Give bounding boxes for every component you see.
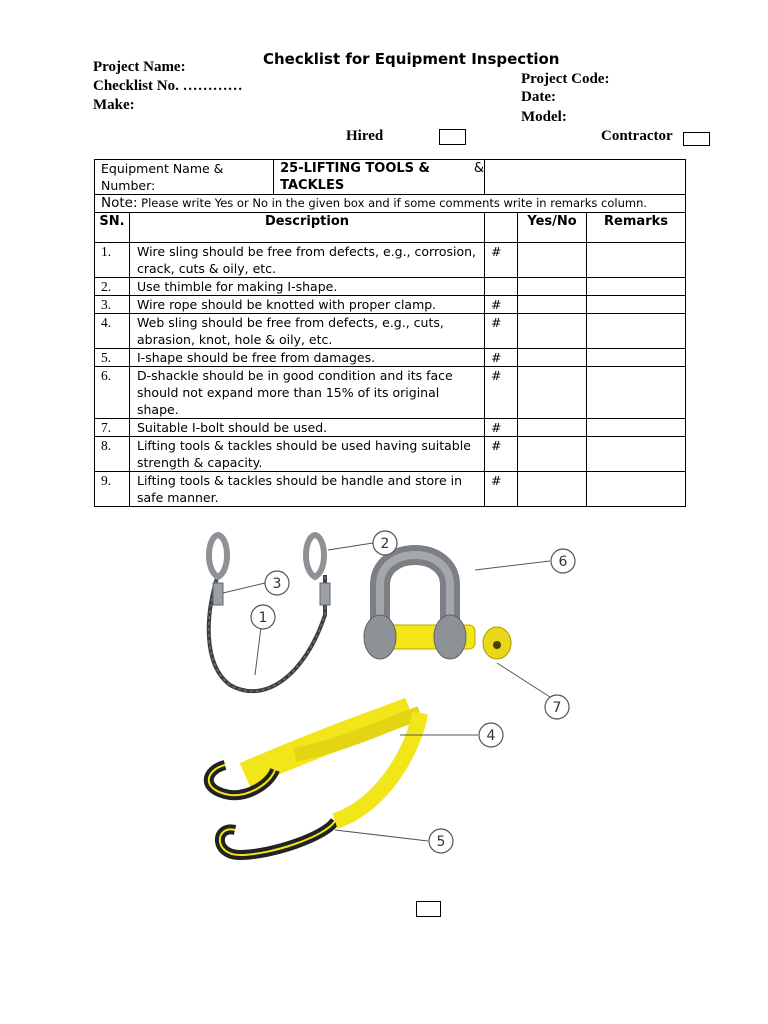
row-yes-no-input[interactable] [518,314,587,349]
hired-checkbox[interactable] [439,129,466,145]
row-sn: 8. [95,437,130,472]
row-remarks-input[interactable] [587,419,686,437]
table-row [95,472,686,507]
row-description: I-shape should be free from damages. [130,349,485,367]
row-yes-no-input[interactable] [518,437,587,472]
row-mark: # [485,349,518,367]
table-row [95,437,686,472]
table-row [95,367,686,419]
model-label: Model: [521,109,567,125]
contractor-label: Contractor [601,128,673,144]
table-row [95,349,686,367]
hired-label: Hired [346,128,384,144]
row-remarks-input[interactable] [587,349,686,367]
row-sn: 4. [95,314,130,349]
table-row [95,314,686,349]
column-header-description: Description [130,213,485,243]
row-description: Suitable I-bolt should be used. [130,419,485,437]
table-row [95,296,686,314]
page-title: Checklist for Equipment Inspection [263,50,560,68]
row-mark [485,278,518,296]
column-header-remarks: Remarks [587,213,686,243]
row-yes-no-input[interactable] [518,296,587,314]
web-sling [209,710,420,855]
callout-number: 1 [258,610,268,626]
row-description: Wire rope should be knotted with proper clamp. [130,296,485,314]
equipment-row [95,160,686,195]
row-mark: # [485,243,518,278]
row-mark: # [485,296,518,314]
equipment-cell-blank [485,160,686,195]
callout-number: 2 [380,536,390,552]
row-remarks-input[interactable] [587,278,686,296]
row-yes-no-input[interactable] [518,243,587,278]
row-sn: 2. [95,278,130,296]
row-yes-no-input[interactable] [518,367,587,419]
row-remarks-input[interactable] [587,472,686,507]
row-remarks-input[interactable] [587,437,686,472]
row-description: Web sling should be free from defects, e.g., cuts, abrasion, knot, hole & oily, etc. [130,314,485,349]
callout-number: 5 [436,834,446,850]
column-header-sn: SN. [95,213,130,243]
note-row [95,195,686,213]
footer-checkbox[interactable] [416,901,441,917]
column-header-mark [485,213,518,243]
date-label: Date: [521,89,556,105]
row-mark: # [485,367,518,419]
project-name-label: Project Name: [93,59,186,75]
row-description: Lifting tools & tackles should be used having suitable strength & capacity. [130,437,485,472]
row-sn: 3. [95,296,130,314]
make-label: Make: [93,97,135,113]
row-sn: 7. [95,419,130,437]
equipment-value: 25-LIFTING TOOLS & TACKLES [280,161,430,193]
row-sn: 1. [95,243,130,278]
row-sn: 5. [95,349,130,367]
row-description: D-shackle should be in good condition and its face should not expand more than 15% of its original shape. [130,367,485,419]
row-sn: 6. [95,367,130,419]
row-remarks-input[interactable] [587,314,686,349]
table-row [95,419,686,437]
row-yes-no-input[interactable] [518,472,587,507]
note-text: Please write Yes or No in the given box and if some comments write in remarks column. [137,196,648,210]
column-header-yes-no: Yes/No [518,213,587,243]
row-mark: # [485,437,518,472]
row-yes-no-input[interactable] [518,349,587,367]
note-label: Note: [101,195,138,211]
equipment-suffix: & [473,161,485,176]
row-yes-no-input[interactable] [518,419,587,437]
contractor-checkbox[interactable] [683,132,710,146]
row-mark: # [485,472,518,507]
row-remarks-input[interactable] [587,296,686,314]
row-sn: 9. [95,472,130,507]
callout-number: 3 [272,576,282,592]
d-shackle [364,555,511,659]
row-mark: # [485,314,518,349]
note-cell [95,195,686,213]
row-description: Wire sling should be free from defects, e.g., corrosion, crack, cuts & oily, etc. [130,243,485,278]
row-yes-no-input[interactable] [518,278,587,296]
row-description: Lifting tools & tackles should be handle and store in safe manner. [130,472,485,507]
equipment-cell [95,160,485,195]
table-row [95,243,686,278]
project-code-label: Project Code: [521,71,610,87]
row-description: Use thimble for making I-shape. [130,278,485,296]
table-header-row [95,213,686,243]
table-row [95,278,686,296]
lifting-tools-illustration [185,525,585,885]
row-remarks-input[interactable] [587,243,686,278]
row-mark: # [485,419,518,437]
checklist-no-label: Checklist No. ………… [93,78,243,94]
equipment-label: Equipment Name & Number: [101,160,274,194]
row-remarks-input[interactable] [587,367,686,419]
callout-number: 4 [486,728,496,744]
checklist-table [94,159,686,507]
callout-number: 6 [558,554,568,570]
callout-number: 7 [552,700,562,716]
